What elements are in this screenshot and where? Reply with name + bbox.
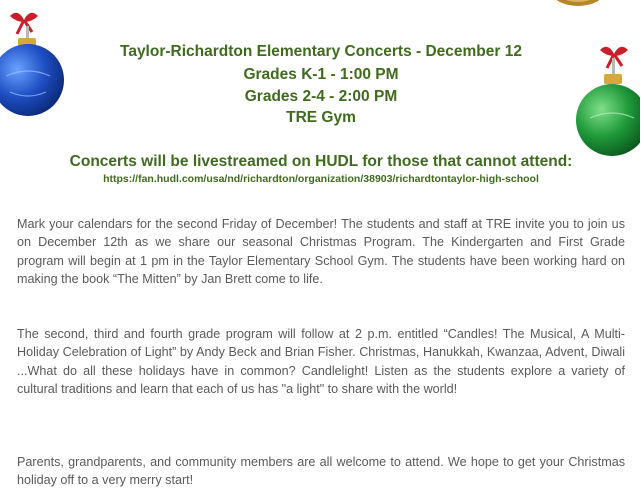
concert-location: TRE Gym [286, 109, 356, 126]
livestream-notice: Concerts will be livestreamed on HUDL for those that cannot attend: [69, 153, 573, 170]
grades-2-4-time: Grades 2-4 - 2:00 PM [244, 88, 398, 105]
grades-k1-time: Grades K-1 - 1:00 PM [243, 66, 399, 83]
paragraph-program-intro: Mark your calendars for the second Friday of December! The students and staff at TRE invite you to join us on December 12th as we share our seasonal Christmas Program. The Kindergarten and First Grade program will begin at 1 pm in the Taylor Elementary School Gym. The students have been working hard on making the book “The Mitten” by Jan Brett come to life. [17, 217, 625, 287]
livestream-link[interactable]: https://fan.hudl.com/usa/nd/richardton/organization/38903/richardtontaylor-high-school [103, 173, 539, 185]
concert-title: Taylor-Richardton Elementary Concerts - December 12 [120, 43, 522, 60]
paragraph-welcome: Parents, grandparents, and community members are all welcome to attend. We hope to get your Christmas holiday off to a very merry start! [17, 455, 625, 488]
gold-ornament-icon [548, 0, 608, 8]
paragraph-grades-2-4: The second, third and fourth grade program will follow at 2 p.m. entitled “Candles! The Musical, A Multi-Holiday Celebration of Light” by Andy Beck and Brian Fisher. Christmas, Hanukkah, Kwanzaa, Advent, Diwali ...What do all these holidays have in common? Candlelight! Listen as the students explore a variety of cultural traditions and learn that each of us has "a light" to share with the world! [17, 327, 625, 397]
